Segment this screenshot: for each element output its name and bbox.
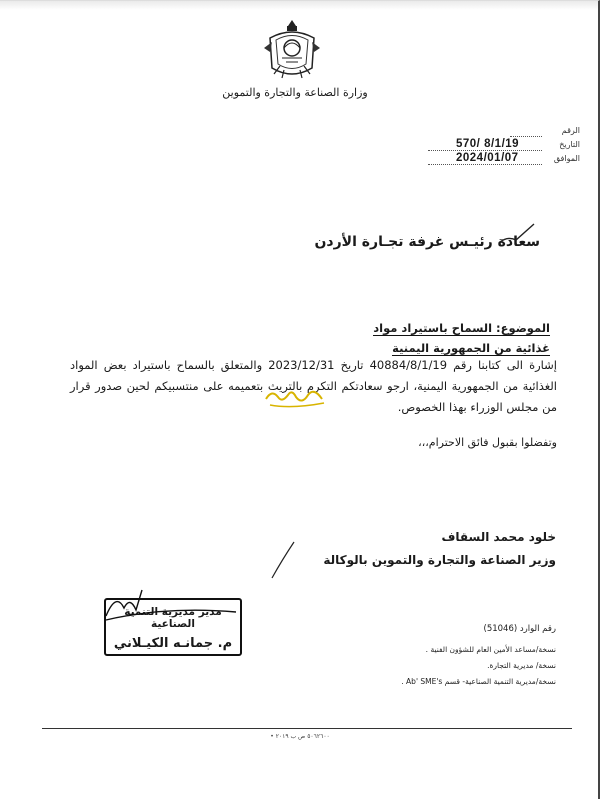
reference-date-label: التاريخ	[559, 140, 580, 149]
stamp-name: م. جمانـه الكيـلاني	[113, 636, 233, 651]
reference-gregorian-row	[420, 154, 580, 168]
reference-gregorian-label: الموافق	[553, 154, 580, 163]
reference-block	[420, 126, 580, 168]
reference-number-line	[510, 136, 542, 137]
subject-line-1	[250, 318, 550, 338]
reference-date-value: 570/ 8/1/19	[456, 138, 520, 150]
reference-gregorian-value: 2024/01/07	[456, 152, 519, 164]
reference-number-label: الرقم	[561, 126, 580, 135]
stamp-title: مدير مديرية التنمية الصناعية	[124, 606, 222, 630]
ministry-name: وزارة الصناعة والتجارة والتموين	[222, 86, 368, 99]
incoming-number: رقم الوارد (51046)	[483, 624, 556, 634]
subject-block	[250, 318, 550, 358]
recipient-line: سعادة رئيـس غرفة تجـارة الأردن	[314, 234, 540, 250]
letter-body: إشارة الى كتابنا رقم 40884/8/1/19 تاريخ 2023/12/31 والمتعلق بالسماح باستيراد بعض المواد الغذائية من الجمهورية اليمنية، ارجو سعادتكم التكرم بالتريث بتعميمه على منتسبيكم لحين صدور قرار من مجلس الوزراء بهذا الخصوص.	[70, 358, 557, 414]
copy-recipient-2: نسخة/ مديرية التجارة.	[487, 661, 556, 670]
footer-divider	[42, 728, 572, 729]
signer-title: وزير الصناعة والتجارة والتموين بالوكالة	[323, 553, 556, 567]
footer-address: • ٥٠٦٢٦٠٠ ص ب ٢٠١٩	[270, 733, 330, 740]
coat-of-arms-icon	[262, 18, 322, 82]
signer-name: خلود محمد السقاف	[441, 530, 556, 544]
closing-line: وتفضلوا بقبول فائق الاحترام،،،	[418, 436, 557, 449]
copy-recipient-3: نسخة/مديرية التنمية الصناعية- قسم Ab' SME's .	[401, 677, 556, 686]
reference-date-line	[428, 150, 542, 151]
subject-line-1-text: الموضوع: السماح باستيراد مواد	[373, 321, 550, 335]
subject-line-2-text: غذائية من الجمهورية اليمنية	[392, 341, 550, 355]
copy-recipient-1: نسخة/مساعد الأمين العام للشؤون الفنية .	[425, 645, 556, 654]
reference-gregorian-line	[428, 164, 542, 165]
official-stamp	[104, 598, 242, 656]
